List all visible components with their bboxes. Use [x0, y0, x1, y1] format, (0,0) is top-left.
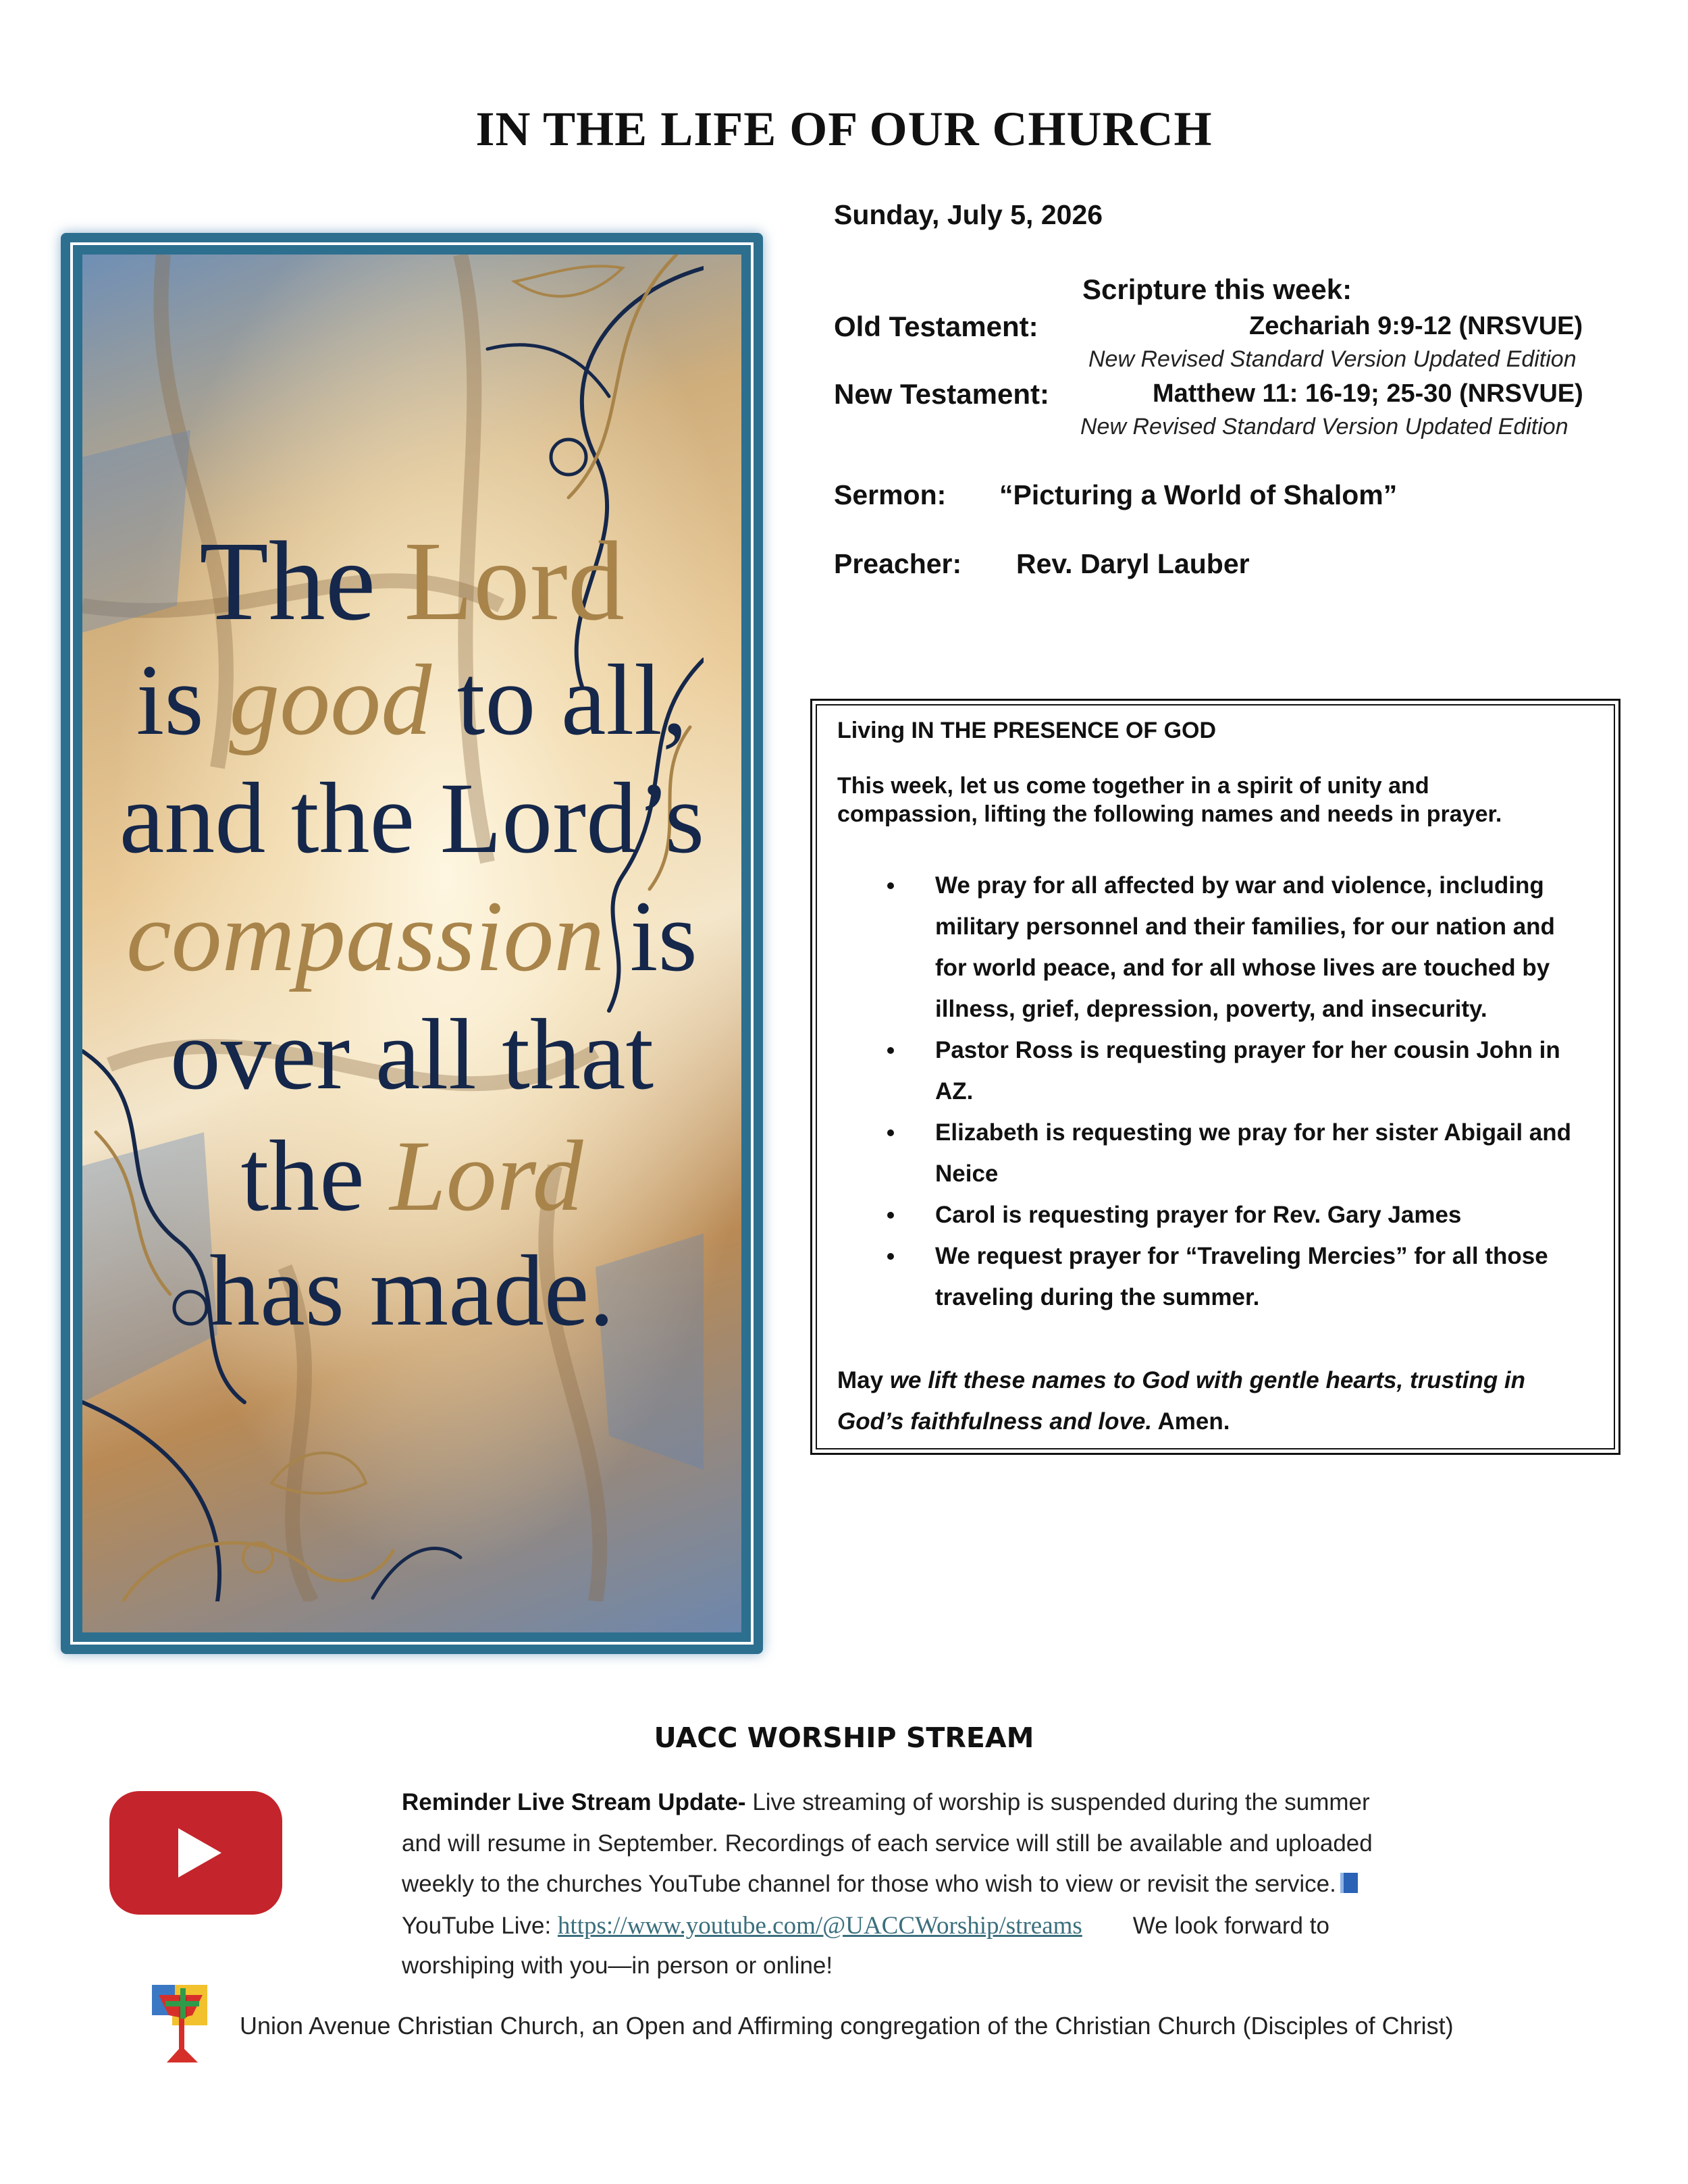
prayer-item-5-line-2: traveling during the summer.: [935, 1284, 1260, 1310]
nt-version: New Revised Standard Version Updated Edition: [1080, 414, 1568, 440]
prayer-closing-line-1: May we lift these names to God with gentle hearts, trusting in: [837, 1367, 1526, 1393]
scripture-poster: [61, 233, 763, 1654]
stream-line-2: and will resume in September. Recordings of each service will still be available and uploaded: [402, 1830, 1373, 1857]
prayer-intro-line-2: compassion, lifting the following names and needs in prayer.: [837, 801, 1502, 827]
preacher-label: Preacher:: [834, 548, 962, 579]
verse-line-6: the Lord: [240, 1120, 583, 1232]
poster-artwork: [82, 255, 741, 1632]
bullet-icon: [887, 1253, 894, 1260]
book-icon: [1340, 1873, 1358, 1893]
stream-line-5: worshiping with you—in person or online!: [402, 1952, 833, 1979]
verse-line-3: and the Lord’s: [119, 762, 705, 874]
prayer-item-5-line-1: We request prayer for “Traveling Mercies” for all those: [935, 1243, 1548, 1269]
youtube-link[interactable]: https://www.youtube.com/@UACCWorship/streams: [557, 1912, 1082, 1940]
service-date: Sunday, July 5, 2026: [834, 199, 1103, 230]
bullet-icon: [887, 1129, 894, 1136]
bullet-icon: [887, 882, 894, 889]
prayer-item-3-line-2: Neice: [935, 1161, 999, 1187]
prayer-item-1-line-2: military personnel and their families, for our nation and: [935, 913, 1555, 940]
prayer-item-1-line-1: We pray for all affected by war and violence, including: [935, 872, 1544, 899]
nt-reference: Matthew 11: 16-19; 25-30 (NRSVUE): [1153, 379, 1583, 408]
verse-line-2: is good to all,: [136, 644, 688, 756]
preacher-name: Rev. Daryl Lauber: [1016, 548, 1250, 579]
verse-line-1: The Lord: [199, 518, 625, 644]
verse-line-5: over all that: [169, 998, 654, 1111]
prayer-closing-line-2: God’s faithfulness and love. Amen.: [837, 1408, 1230, 1435]
prayer-item-2-line-2: AZ.: [935, 1078, 974, 1104]
prayer-heading: Living IN THE PRESENCE OF GOD: [837, 718, 1217, 743]
ot-version: New Revised Standard Version Updated Edition: [1088, 346, 1577, 372]
nt-label: New Testament:: [834, 378, 1049, 410]
prayer-item-2-line-1: Pastor Ross is requesting prayer for her cousin John in: [935, 1037, 1560, 1063]
prayer-intro-line-1: This week, let us come together in a spirit of unity and: [837, 773, 1429, 799]
stream-title: UACC WORSHIP STREAM: [654, 1722, 1034, 1754]
footer-text: Union Avenue Christian Church, an Open and Affirming congregation of the Christian Church (Disciples of Christ): [240, 2012, 1454, 2040]
bullet-icon: [887, 1047, 894, 1054]
stream-line-4: YouTube Live: https://www.youtube.com/@UACCWorship/streams We look forward to: [402, 1912, 1329, 1940]
prayer-item-4-line-1: Carol is requesting prayer for Rev. Gary James: [935, 1202, 1462, 1228]
bullet-icon: [887, 1212, 894, 1219]
sermon-label: Sermon:: [834, 479, 947, 510]
ot-reference: Zechariah 9:9-12 (NRSVUE): [1249, 312, 1583, 340]
prayer-item-3-line-1: Elizabeth is requesting we pray for her sister Abigail and: [935, 1119, 1571, 1146]
sermon-title: “Picturing a World of Shalom”: [999, 479, 1398, 510]
stream-line-3: weekly to the churches YouTube channel for those who wish to view or revisit the service.: [402, 1871, 1358, 1898]
verse-line-4: compassion is: [126, 880, 697, 992]
verse-line-7: has made.: [209, 1235, 614, 1347]
stream-line-1: Reminder Live Stream Update- Live streaming of worship is suspended during the summer: [402, 1789, 1370, 1815]
chalice-logo: [152, 1985, 213, 2066]
prayer-item-1-line-4: illness, grief, depression, poverty, and insecurity.: [935, 996, 1487, 1022]
youtube-icon[interactable]: [109, 1791, 282, 1915]
ot-label: Old Testament:: [834, 311, 1038, 342]
scripture-heading: Scripture this week:: [1082, 273, 1352, 305]
page-title: IN THE LIFE OF OUR CHURCH: [475, 102, 1213, 156]
prayer-item-1-line-3: for world peace, and for all whose lives are touched by: [935, 955, 1550, 981]
